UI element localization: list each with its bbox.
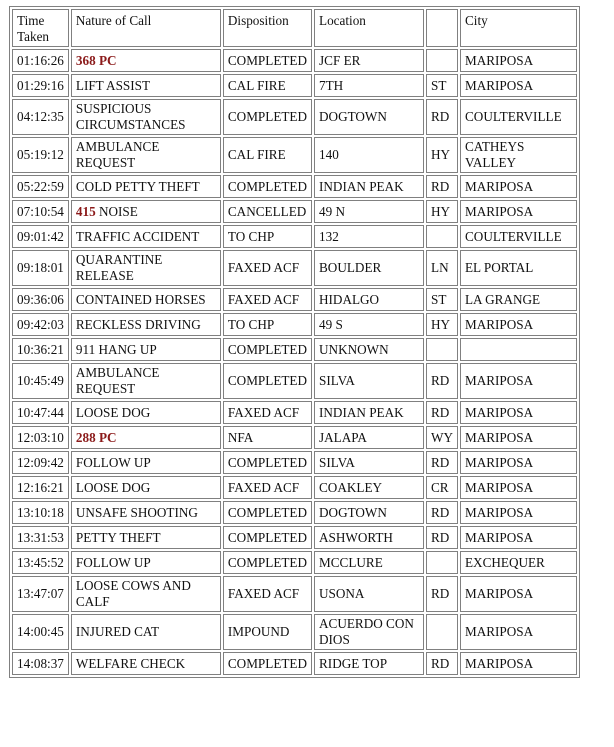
- cell-suffix: LN: [426, 250, 458, 286]
- nature-text: CONTAINED HORSES: [75, 291, 206, 307]
- cell-nature: [71, 501, 221, 524]
- cell-location: DOGTOWN: [314, 99, 424, 135]
- table-row: [12, 614, 577, 650]
- cell-suffix: RD: [426, 401, 458, 424]
- cell-disposition: FAXED ACF: [223, 476, 312, 499]
- table-body: [12, 49, 577, 675]
- cell-time: 13:45:52: [12, 551, 69, 574]
- cell-disposition: FAXED ACF: [223, 576, 312, 612]
- cell-time: 05:19:12: [12, 137, 69, 173]
- cell-city: MARIPOSA: [460, 313, 577, 336]
- cell-nature: [71, 137, 221, 173]
- cell-disposition: TO CHP: [223, 225, 312, 248]
- cell-nature: [71, 551, 221, 574]
- cell-location: 49 N: [314, 200, 424, 223]
- table-row: [12, 363, 577, 399]
- cell-time: 09:42:03: [12, 313, 69, 336]
- cell-disposition: NFA: [223, 426, 312, 449]
- cell-suffix: HY: [426, 200, 458, 223]
- cell-nature: [71, 175, 221, 198]
- cell-disposition: CANCELLED: [223, 200, 312, 223]
- cell-city: EXCHEQUER: [460, 551, 577, 574]
- table-row: [12, 313, 577, 336]
- cell-nature: [71, 363, 221, 399]
- cell-suffix: RD: [426, 652, 458, 675]
- nature-text: SUSPICIOUS CIRCUMSTANCES: [75, 101, 186, 132]
- cell-city: LA GRANGE: [460, 288, 577, 311]
- cell-location: MCCLURE: [314, 551, 424, 574]
- header-nature: Nature of Call: [71, 9, 221, 47]
- cell-nature: [71, 476, 221, 499]
- cell-suffix: ST: [426, 288, 458, 311]
- cell-nature: [71, 313, 221, 336]
- header-city: City: [460, 9, 577, 47]
- cell-disposition: COMPLETED: [223, 652, 312, 675]
- cell-disposition: COMPLETED: [223, 551, 312, 574]
- cell-nature: [71, 49, 221, 72]
- table-row: [12, 451, 577, 474]
- nature-text: WELFARE CHECK: [75, 655, 186, 671]
- header-time: Time Taken: [12, 9, 69, 47]
- cell-time: 13:31:53: [12, 526, 69, 549]
- cell-time: 13:10:18: [12, 501, 69, 524]
- cell-disposition: COMPLETED: [223, 526, 312, 549]
- cell-time: 01:29:16: [12, 74, 69, 97]
- cell-suffix: RD: [426, 175, 458, 198]
- cell-time: 09:18:01: [12, 250, 69, 286]
- cell-city: MARIPOSA: [460, 401, 577, 424]
- nature-text: AMBULANCE REQUEST: [75, 365, 160, 396]
- cell-location: ASHWORTH: [314, 526, 424, 549]
- table-row: [12, 501, 577, 524]
- cell-city: MARIPOSA: [460, 175, 577, 198]
- cell-disposition: CAL FIRE: [223, 74, 312, 97]
- nature-text: NOISE: [95, 203, 138, 219]
- cell-time: 01:16:26: [12, 49, 69, 72]
- cell-nature: [71, 614, 221, 650]
- cell-location: ACUERDO CON DIOS: [314, 614, 424, 650]
- nature-text: LOOSE COWS AND CALF: [75, 578, 191, 609]
- header-location: Location: [314, 9, 424, 47]
- cell-city: MARIPOSA: [460, 451, 577, 474]
- cell-disposition: TO CHP: [223, 313, 312, 336]
- header-disposition: Disposition: [223, 9, 312, 47]
- cell-time: 05:22:59: [12, 175, 69, 198]
- nature-text: INJURED CAT: [75, 624, 160, 639]
- cell-suffix: [426, 49, 458, 72]
- cell-city: MARIPOSA: [460, 652, 577, 675]
- table-row: [12, 200, 577, 223]
- cell-suffix: [426, 225, 458, 248]
- cell-location: 140: [314, 137, 424, 173]
- call-log: [9, 6, 580, 678]
- cell-disposition: COMPLETED: [223, 99, 312, 135]
- cell-disposition: COMPLETED: [223, 49, 312, 72]
- table-row: [12, 74, 577, 97]
- cell-city: [460, 338, 577, 361]
- table-row: [12, 225, 577, 248]
- cell-location: JALAPA: [314, 426, 424, 449]
- nature-text: COLD PETTY THEFT: [75, 178, 200, 194]
- cell-suffix: [426, 338, 458, 361]
- cell-location: SILVA: [314, 451, 424, 474]
- cell-location: BOULDER: [314, 250, 424, 286]
- cell-location: 7TH: [314, 74, 424, 97]
- cell-location: 132: [314, 225, 424, 248]
- cell-disposition: IMPOUND: [223, 614, 312, 650]
- cell-time: 09:01:42: [12, 225, 69, 248]
- cell-time: 12:09:42: [12, 451, 69, 474]
- cell-time: 14:08:37: [12, 652, 69, 675]
- cell-suffix: RD: [426, 576, 458, 612]
- cell-city: CATHEYS VALLEY: [460, 137, 577, 173]
- nature-text: QUARANTINE RELEASE: [75, 252, 163, 283]
- cell-location: JCF ER: [314, 49, 424, 72]
- cell-city: COULTERVILLE: [460, 99, 577, 135]
- cell-nature: [71, 99, 221, 135]
- cell-disposition: FAXED ACF: [223, 401, 312, 424]
- cell-nature: [71, 250, 221, 286]
- call-log-table: [9, 6, 580, 678]
- cell-city: MARIPOSA: [460, 614, 577, 650]
- cell-nature: [71, 288, 221, 311]
- cell-city: MARIPOSA: [460, 200, 577, 223]
- cell-suffix: RD: [426, 99, 458, 135]
- cell-location: SILVA: [314, 363, 424, 399]
- cell-suffix: RD: [426, 526, 458, 549]
- cell-time: 10:47:44: [12, 401, 69, 424]
- cell-city: MARIPOSA: [460, 501, 577, 524]
- cell-nature: [71, 74, 221, 97]
- table-row: [12, 476, 577, 499]
- cell-suffix: [426, 551, 458, 574]
- nature-text: AMBULANCE REQUEST: [75, 139, 160, 170]
- penal-code: 415: [75, 203, 96, 219]
- table-row: [12, 401, 577, 424]
- table-row: [12, 551, 577, 574]
- cell-suffix: CR: [426, 476, 458, 499]
- cell-location: INDIAN PEAK: [314, 401, 424, 424]
- table-row: [12, 49, 577, 72]
- cell-time: 14:00:45: [12, 614, 69, 650]
- cell-time: 09:36:06: [12, 288, 69, 311]
- table-row: [12, 99, 577, 135]
- cell-suffix: HY: [426, 313, 458, 336]
- table-row: [12, 175, 577, 198]
- nature-text: PETTY THEFT: [75, 529, 161, 545]
- cell-nature: [71, 576, 221, 612]
- nature-text: RECKLESS DRIVING: [75, 316, 201, 332]
- nature-text: LIFT ASSIST: [75, 77, 151, 93]
- cell-nature: [71, 225, 221, 248]
- cell-nature: [71, 338, 221, 361]
- cell-time: 07:10:54: [12, 200, 69, 223]
- cell-city: MARIPOSA: [460, 363, 577, 399]
- cell-suffix: RD: [426, 363, 458, 399]
- cell-time: 10:36:21: [12, 338, 69, 361]
- table-row: [12, 338, 577, 361]
- cell-nature: [71, 526, 221, 549]
- cell-disposition: COMPLETED: [223, 363, 312, 399]
- cell-time: 12:16:21: [12, 476, 69, 499]
- table-row: [12, 426, 577, 449]
- cell-time: 10:45:49: [12, 363, 69, 399]
- cell-location: DOGTOWN: [314, 501, 424, 524]
- cell-time: 13:47:07: [12, 576, 69, 612]
- cell-nature: [71, 451, 221, 474]
- cell-disposition: COMPLETED: [223, 338, 312, 361]
- cell-disposition: COMPLETED: [223, 175, 312, 198]
- table-row: [12, 288, 577, 311]
- cell-location: RIDGE TOP: [314, 652, 424, 675]
- cell-city: MARIPOSA: [460, 576, 577, 612]
- table-row: [12, 576, 577, 612]
- cell-time: 04:12:35: [12, 99, 69, 135]
- cell-city: MARIPOSA: [460, 49, 577, 72]
- cell-disposition: CAL FIRE: [223, 137, 312, 173]
- nature-text: LOOSE DOG: [75, 404, 151, 420]
- cell-suffix: WY: [426, 426, 458, 449]
- header-suffix: [426, 9, 458, 47]
- cell-disposition: COMPLETED: [223, 501, 312, 524]
- header-row: [12, 9, 577, 47]
- cell-location: 49 S: [314, 313, 424, 336]
- cell-suffix: [426, 614, 458, 650]
- cell-city: MARIPOSA: [460, 74, 577, 97]
- cell-city: MARIPOSA: [460, 426, 577, 449]
- cell-disposition: FAXED ACF: [223, 250, 312, 286]
- nature-text: UNSAFE SHOOTING: [75, 504, 198, 520]
- cell-nature: [71, 652, 221, 675]
- cell-city: MARIPOSA: [460, 526, 577, 549]
- cell-suffix: RD: [426, 501, 458, 524]
- cell-location: UNKNOWN: [314, 338, 424, 361]
- penal-code: 368 PC: [75, 52, 117, 68]
- cell-suffix: HY: [426, 137, 458, 173]
- nature-text: TRAFFIC ACCIDENT: [75, 228, 200, 244]
- cell-location: USONA: [314, 576, 424, 612]
- cell-nature: [71, 401, 221, 424]
- nature-text: FOLLOW UP: [75, 554, 151, 570]
- cell-nature: [71, 200, 221, 223]
- cell-suffix: ST: [426, 74, 458, 97]
- nature-text: LOOSE DOG: [75, 479, 151, 495]
- cell-location: INDIAN PEAK: [314, 175, 424, 198]
- cell-location: HIDALGO: [314, 288, 424, 311]
- cell-city: COULTERVILLE: [460, 225, 577, 248]
- penal-code: 288 PC: [75, 429, 117, 445]
- cell-time: 12:03:10: [12, 426, 69, 449]
- cell-suffix: RD: [426, 451, 458, 474]
- table-row: [12, 250, 577, 286]
- cell-city: EL PORTAL: [460, 250, 577, 286]
- cell-disposition: COMPLETED: [223, 451, 312, 474]
- cell-nature: [71, 426, 221, 449]
- cell-disposition: FAXED ACF: [223, 288, 312, 311]
- cell-city: MARIPOSA: [460, 476, 577, 499]
- table-row: [12, 137, 577, 173]
- cell-location: COAKLEY: [314, 476, 424, 499]
- table-row: [12, 526, 577, 549]
- table-row: [12, 652, 577, 675]
- nature-text: 911 HANG UP: [75, 341, 157, 357]
- nature-text: FOLLOW UP: [75, 454, 151, 470]
